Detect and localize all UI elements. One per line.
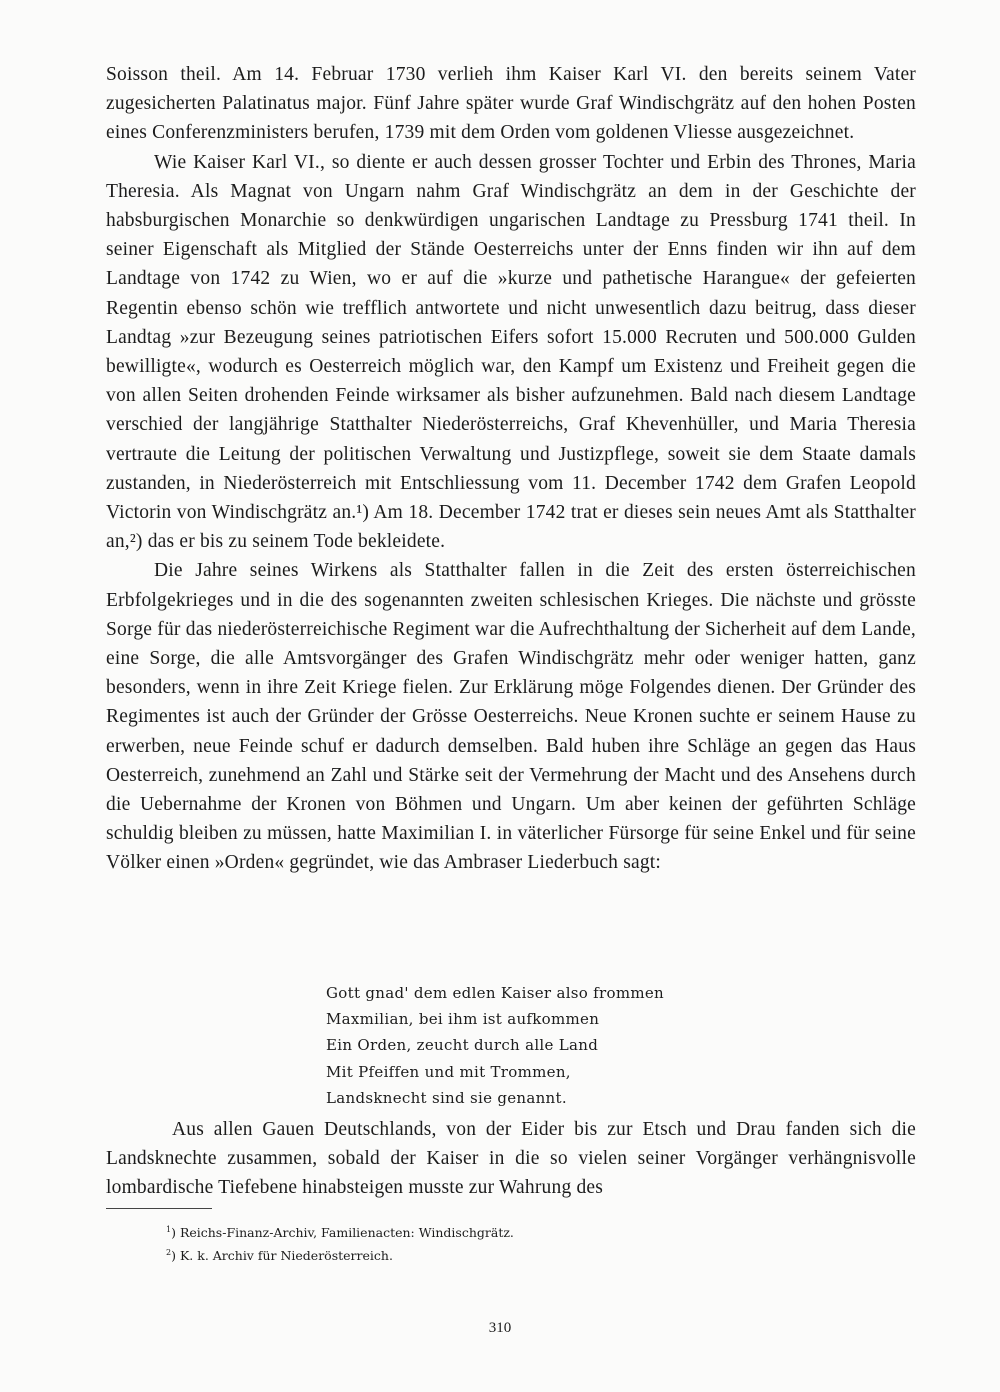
footnote-separator [106, 1208, 212, 1209]
footnote-text: K. k. Archiv für Niederösterreich. [179, 1248, 393, 1264]
page-number: 310 [488, 1320, 512, 1336]
footnote-mark: 1 [166, 1225, 172, 1234]
main-text-block [106, 60, 916, 878]
paragraph: Aus allen Gauen Deutschlands, von der Eider bis zur Etsch und Drau fanden sich die Landsknechte zusammen, sobald der Kaiser in die so vielen seiner Vorgänger verhängnisvolle lombardische Tiefebene hinabsteigen musste zur Wahrung des [106, 1119, 916, 1199]
verse-line: Landsknecht sind sie genannt. [326, 1088, 567, 1107]
footnote: $^2$) K. k. Archiv für Niederösterreich. [166, 1248, 393, 1264]
verse-line: Ein Orden, zeucht durch alle Land [326, 1036, 599, 1055]
continuation-text-block [106, 1115, 916, 1203]
paragraph: Wie Kaiser Karl VI., so diente er auch dessen grosser Tochter und Erbin des Thrones, Maria Theresia. Als Magnat von Ungarn nahm Graf Windischgrätz an dem in der Geschichte der habsburgischen Monarchie so denkwürdigen ungarischen Landtage zu Pressburg 1741 theil. In seiner Eigenschaft als Mitglied der Stände Oesterreichs unter der Enns finden wir ihn auf dem Landtage von 1742 zu Wien, wo er auf die »kurze und pathetische Harangue« der gefeierten Regentin ebenso schön wie trefflich antwortete und nicht unwesentlich dazu beitrug, dass dieser Landtag »zur Bezeugung seines patriotischen Eifers sofort 15.000 Recruten und 500.000 Gulden bewilligte«, wodurch es Oesterreich möglich war, den Kampf um Existenz und Freiheit gegen die von allen Seiten drohenden Feinde wirksamer als bisher aufzunehmen. Bald nach diesem Landtage verschied der langjährige Statthalter Niederösterreichs, Graf Khevenhüller, und Maria Theresia vertraute die Leitung der politischen Verwaltung und Justizpflege, soweit sie dem Staate damals zustanden, in Niederösterreich mit Entschliessung vom 11. December 1742 dem Grafen Leopold Victorin von Windischgrätz an.¹) Am 18. December 1742 trat er dieses sein neues Amt als Statthalter an,²) das er bis zu seinem Tode bekleidete. [106, 151, 916, 553]
verse-quote [326, 980, 746, 1111]
verse-line: Gott gnad' dem edlen Kaiser also frommen [326, 984, 665, 1002]
footnote: $^1$) Reichs-Finanz-Archiv, Familienacten: Windischgrätz. [166, 1225, 514, 1241]
paragraph: Die Jahre seines Wirkens als Statthalter fallen in die Zeit des ersten österreichischen Erbfolgekrieges und in die des sogenannten zweiten schlesischen Krieges. Die nächste und grösste Sorge für das niederösterreichische Regiment war die Aufrechthaltung der Sicherheit auf dem Lande, eine Sorge, die alle Amtsvorgänger des Grafen Windischgrätz mehr oder weniger hatten, ganz besonders, wenn in ihre Zeit Kriege fielen. Zur Erklärung möge Folgendes dienen. Der Gründer des Regimentes ist auch der Gründer der Grösse Oesterreichs. Neue Kronen suchte er seinem Hause zu erwerben, neue Feinde schuf er dadurch demselben. Bald huben ihre Schläge an gegen das Haus Oesterreich, zunehmend an Zahl und Stärke seit der Vermehrung der Macht und des Ansehens durch die Uebernahme der Kronen von Böhmen und Ungarn. Um aber keinen der geführten Schläge schuldig bleiben zu müssen, hatte Maximilian I. in väterlicher Fürsorge für seine Enkel und für seine Völker einen »Orden« gegründet, wie das Ambraser Liederbuch sagt: [106, 560, 916, 874]
verse-line: Maxmilian, bei ihm ist aufkommen [326, 1010, 600, 1029]
footnotes [166, 1220, 766, 1266]
verse-line: Mit Pfeiffen und mit Trommen, [326, 1062, 571, 1081]
footnote-mark: 2 [166, 1248, 172, 1258]
paragraph: Soisson theil. Am 14. Februar 1730 verlieh ihm Kaiser Karl VI. den bereits seinem Vater zugesicherten Palatinatus major. Fünf Jahre später wurde Graf Windischgrätz auf den hohen Posten eines Conferenzministers berufen, 1739 mit dem Orden vom goldenen Vliesse ausgezeichnet. [106, 64, 916, 144]
footnote-text: Reichs-Finanz-Archiv, Familienacten: Windischgrätz. [179, 1225, 514, 1241]
